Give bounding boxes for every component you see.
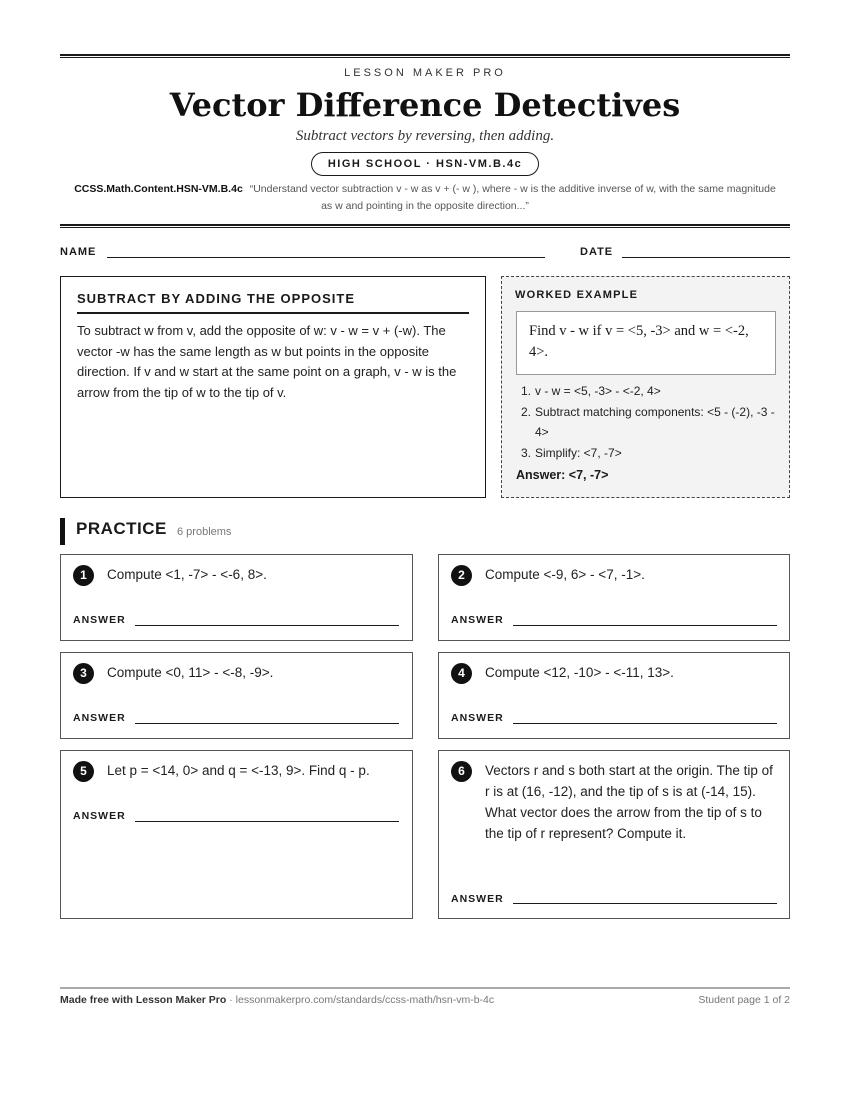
footer-made-with: Made free with Lesson Maker Pro [60, 994, 227, 1006]
problem-card-3 [60, 652, 413, 739]
date-line[interactable] [622, 257, 790, 258]
name-label: NAME [60, 246, 97, 258]
worksheet-subtitle: Subtract vectors by reversing, then adding. [295, 128, 555, 144]
problem-text: Compute <0, 11> - <-8, -9>. [107, 665, 274, 680]
problem-card-1 [60, 554, 413, 641]
date-label: DATE [580, 246, 614, 258]
problem-number-badge: 3 [73, 663, 94, 684]
problem-number-badge: 1 [73, 565, 94, 586]
grade-badge-wrap [60, 152, 790, 176]
answer-line[interactable] [513, 625, 777, 626]
footer-url[interactable]: · lessonmakerpro.com/standards/ccss-math/hsn-vm-b-4c [226, 994, 495, 1006]
practice-title: PRACTICE [76, 519, 167, 538]
problem-number-badge: 2 [451, 565, 472, 586]
answer-label: ANSWER [73, 810, 126, 822]
standard-description [70, 181, 780, 215]
worked-example-step [521, 443, 776, 464]
answer-label: ANSWER [73, 712, 126, 724]
step-text: Subtract matching components: <5 - (-2), -3 - 4> [535, 404, 775, 439]
step-text: Simplify: <7, -7> [535, 445, 622, 460]
problem-number-badge: 5 [73, 761, 94, 782]
concept-text: To subtract w from v, add the opposite of w: v - w = v + (-w). The vector -w has the same length as w but points in the opposite direction. If v and w start at the same point on a graph, v - w is the arrow from the tip of w to the tip of v. [77, 323, 457, 400]
problem-card-4 [438, 652, 790, 739]
problem-card-5 [60, 750, 413, 919]
step-number: 3. [521, 445, 532, 460]
answer-line[interactable] [135, 821, 399, 822]
answer-label: ANSWER [451, 614, 504, 626]
answer-line[interactable] [135, 723, 399, 724]
problem-text: Compute <12, -10> - <-11, 13>. [485, 665, 674, 680]
footer-rule [60, 987, 790, 989]
grade-standard-badge: HIGH SCHOOL · HSN-VM.B.4c [311, 152, 539, 176]
step-text: v - w = <5, -3> - <-2, 4> [535, 384, 661, 398]
problem-text: Let p = <14, 0> and q = <-13, 9>. Find q - p. [107, 763, 370, 778]
header-top-rule [60, 54, 790, 58]
brand-name: LESSON MAKER PRO [344, 67, 506, 79]
concept-box [60, 276, 486, 498]
worked-example-step [521, 381, 776, 402]
worked-example-heading: WORKED EXAMPLE [515, 289, 639, 301]
problem-card-2 [438, 554, 790, 641]
problem-text: Compute <1, -7> - <-6, 8>. [107, 567, 267, 582]
worked-example-answer: Answer: <7, -7> [516, 468, 609, 482]
standard-code: CCSS.Math.Content.HSN-VM.B.4c [74, 183, 243, 195]
practice-accent-bar [60, 518, 65, 545]
answer-line[interactable] [135, 625, 399, 626]
worksheet-page [60, 0, 790, 1100]
worked-example-box [501, 276, 790, 498]
problem-number-badge: 6 [451, 761, 472, 782]
concept-heading: SUBTRACT BY ADDING THE OPPOSITE [77, 291, 469, 314]
header-bottom-rule [60, 224, 790, 228]
worksheet-title: Vector Difference Detectives [169, 86, 681, 124]
step-number: 2. [521, 404, 532, 419]
worked-example-problem: Find v - w if v = <5, -3> and w = <-2, 4>. [516, 311, 776, 375]
answer-label: ANSWER [451, 893, 504, 905]
standard-text: “Understand vector subtraction v - w as v + (- w ), where - w is the additive inverse of w, with the same magnitude as w and pointing in the opposite direction...” [249, 183, 776, 212]
problem-card-6 [438, 750, 790, 919]
footer-credit [60, 994, 494, 1006]
step-number: 1. [521, 384, 532, 398]
name-line[interactable] [107, 257, 545, 258]
problem-text: Compute <-9, 6> - <7, -1>. [485, 567, 645, 582]
answer-label: ANSWER [451, 712, 504, 724]
answer-line[interactable] [513, 903, 777, 904]
answer-line[interactable] [513, 723, 777, 724]
worked-example-steps [521, 381, 776, 463]
practice-count: 6 problems [177, 526, 232, 538]
problem-text: Vectors r and s both start at the origin. The tip of r is at (16, -12), and the tip of s is at (-14, 15). What vector does the arrow from the tip of s to the tip of r represent? Compute it. [485, 763, 773, 841]
footer-page-number: Student page 1 of 2 [698, 994, 790, 1006]
worked-example-step [521, 402, 776, 443]
answer-label: ANSWER [73, 614, 126, 626]
problem-number-badge: 4 [451, 663, 472, 684]
